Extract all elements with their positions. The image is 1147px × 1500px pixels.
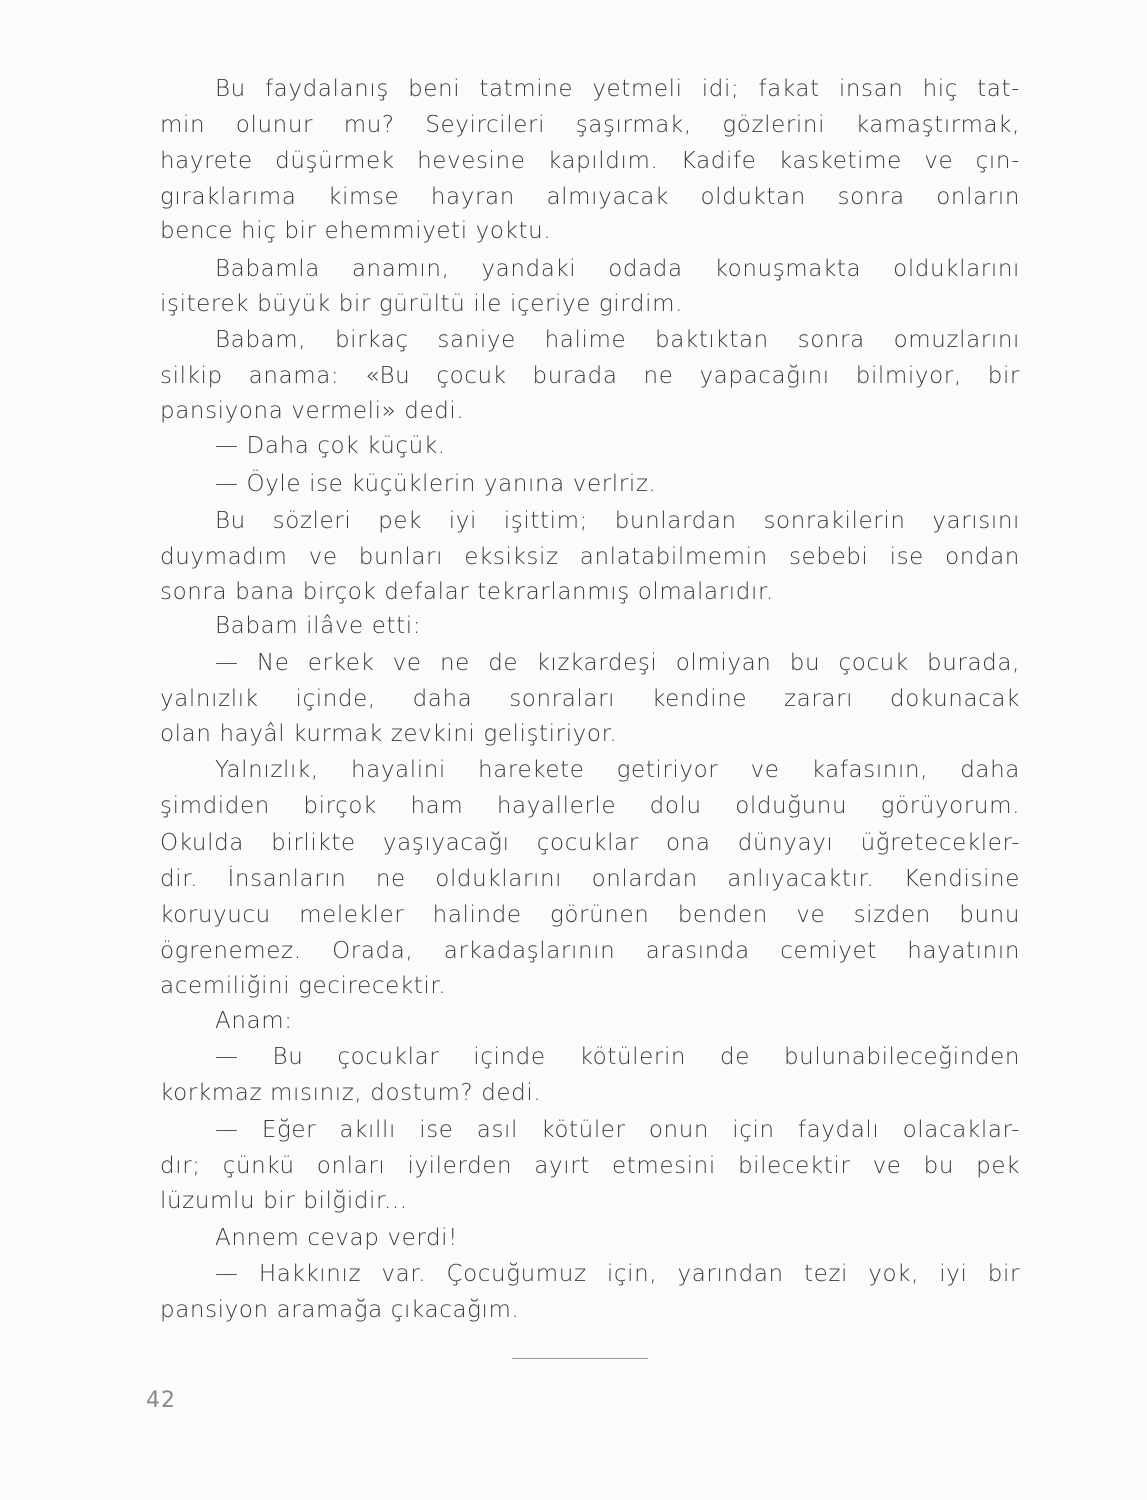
text-line: Babam, birkaç saniye halime baktıktan sonra omuzlarını [215, 327, 1020, 353]
text-line: koruyucu melekler halinde görünen benden ve sizden bunu [160, 902, 1020, 928]
text-line: Okulda birlikte yaşıyacağı çocuklar ona dünyayı üğretecekler- [160, 830, 1020, 856]
text-line: gıraklarıma kimse hayran almıyacak olduktan sonra onların [160, 184, 1020, 210]
text-line: lüzumlu bir bilğidir... [160, 1188, 408, 1214]
text-line: hayrete düşürmek hevesine kapıldım. Kadife kasketime ve çın- [160, 148, 1020, 174]
text-line: Yalnızlık, hayalini harekete getiriyor ve kafasının, daha [215, 757, 1020, 783]
text-line: pansiyona vermeli» dedi. [160, 398, 465, 424]
dialogue-line: — Öyle ise küçüklerin yanına verlriz. [215, 471, 657, 497]
dialogue-line: — Daha çok küçük. [215, 433, 446, 459]
text-line: ögrenemez. Orada, arkadaşlarının arasında cemiyet hayatının [160, 938, 1020, 964]
text-line: dır; çünkü onları iyilerden ayırt etmesini bilecektir ve bu pek [160, 1153, 1020, 1179]
text-line: Annem cevap verdi! [215, 1225, 458, 1251]
dialogue-line: — Eğer akıllı ise asıl kötüler onun için faydalı olacaklar- [215, 1117, 1020, 1143]
section-divider [512, 1358, 648, 1359]
text-line: Bu sözleri pek iyi işittim; bunlardan sonrakilerin yarısını [215, 508, 1020, 534]
text-line: dir. İnsanların ne olduklarını onlardan anlıyacaktır. Kendisine [160, 866, 1020, 892]
text-line: işiterek büyük bir gürültü ile içeriye girdim. [160, 291, 684, 317]
text-line: sonra bana birçok defalar tekrarlanmış olmalarıdır. [160, 579, 774, 605]
text-line: duymadım ve bunları eksiksiz anlatabilmemin sebebi ise ondan [160, 544, 1020, 570]
dialogue-line: — Bu çocuklar içinde kötülerin de bulunabileceğinden [215, 1044, 1020, 1070]
text-line: yalnızlık içinde, daha sonraları kendine zararı dokunacak [160, 686, 1020, 712]
page-number: 42 [146, 1388, 176, 1413]
text-line: Anam: [215, 1008, 293, 1034]
text-line: korkmaz mısınız, dostum? dedi. [160, 1080, 542, 1106]
text-line: olan hayâl kurmak zevkini geliştiriyor. [160, 721, 618, 747]
text-line: min olunur mu? Seyircileri şaşırmak, gözlerini kamaştırmak, [160, 112, 1020, 138]
text-line: pansiyon aramağa çıkacağım. [160, 1297, 520, 1323]
text-line: Babam ilâve etti: [215, 613, 422, 639]
text-line: Bu faydalanış beni tatmine yetmeli idi; fakat insan hiç tat- [215, 76, 1020, 102]
text-line: silkip anama: «Bu çocuk burada ne yapacağını bilmiyor, bir [160, 363, 1020, 389]
text-line: acemiliğini gecirecektir. [160, 973, 447, 999]
text-line: şimdiden birçok ham hayallerle dolu olduğunu görüyorum. [160, 793, 1020, 819]
text-line: Babamla anamın, yandaki odada konuşmakta olduklarını [215, 256, 1020, 282]
dialogue-line: — Hakkınız var. Çocuğumuz için, yarından tezi yok, iyi bir [215, 1261, 1020, 1287]
text-line: bence hiç bir ehemmiyeti yoktu. [160, 218, 552, 244]
dialogue-line: — Ne erkek ve ne de kızkardeşi olmiyan bu çocuk burada, [215, 650, 1020, 676]
